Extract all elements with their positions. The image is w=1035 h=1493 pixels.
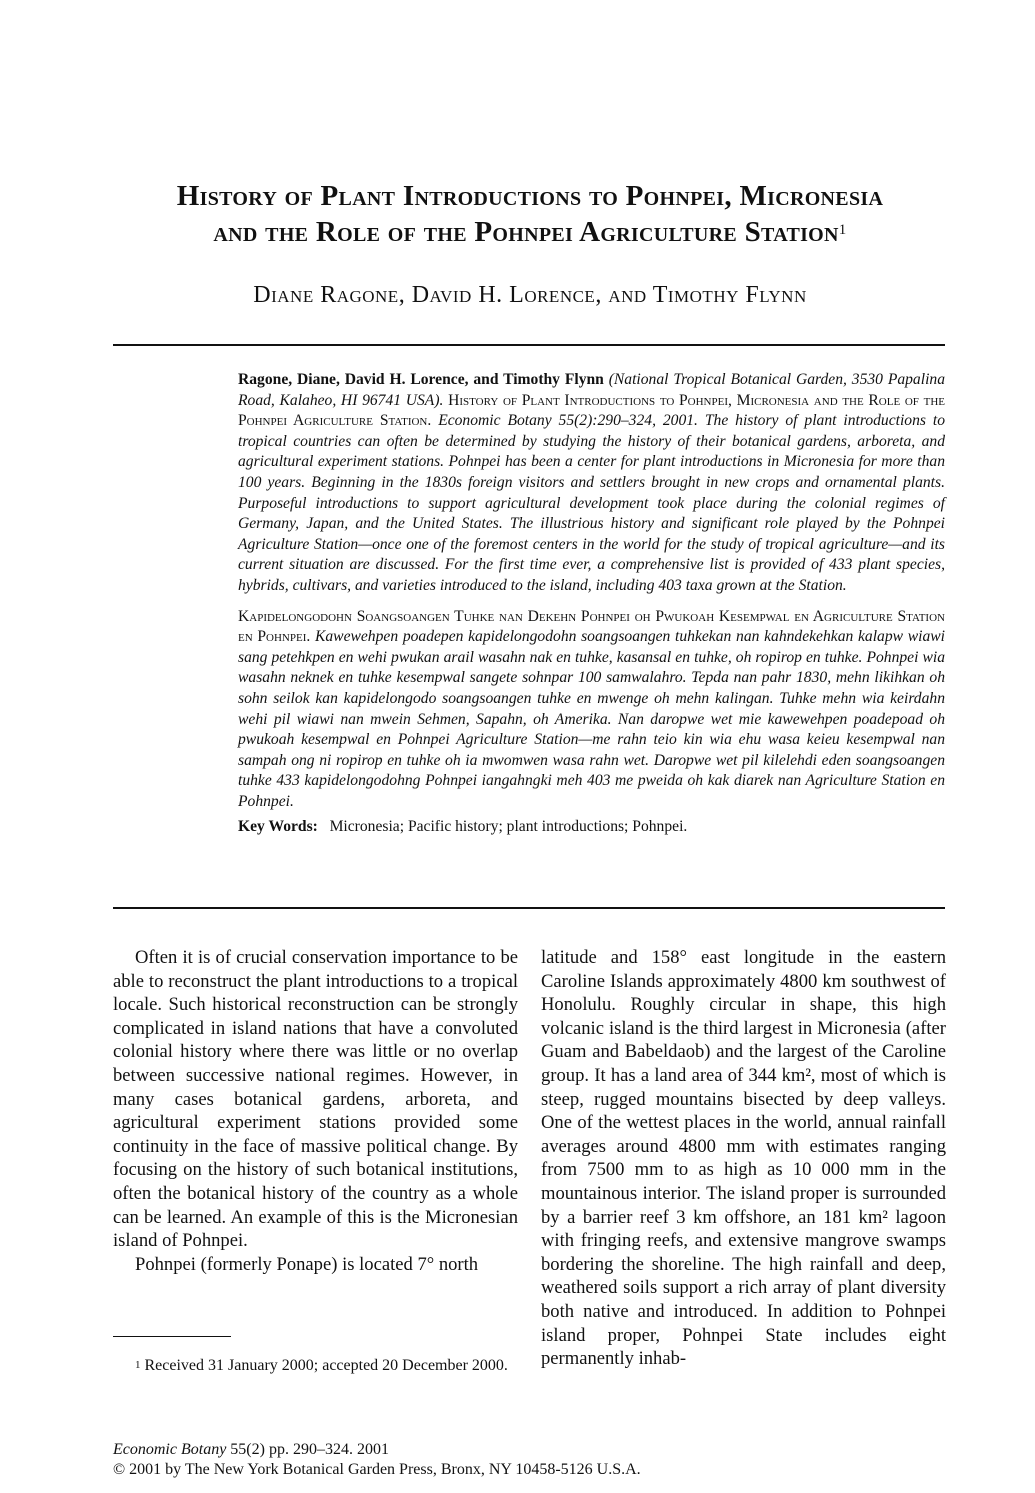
footnote-mark: 1 [838,222,847,238]
author-list: Diane Ragone, David H. Lorence, and Timothy Flynn [253,282,807,308]
bottom-divider [113,907,945,909]
abstract-pohnpeian: Kapidelongodohn Soangsoangen Tuhke nan Dekehn Pohnpei oh Pwukoah Kesempwal en Agriculture Station en Pohnpei. Kawewehpen poadepen kapidelongodohn soangsoangen tuhkekan nan kahndekehkan kalapw wiawi sang petehkpen en wehi pwukan arail wasahn nak en tuhke, kasansal en tuhke, oh ropirop en tuhke. Pohnpei wia wasahn neknek en tuhke kesempwal sangete sohnpar 100 samwalahro. Tepda nan pahr 1830, mehn likihkan oh sohn seilok kan kapidelongodo soangsoangen tuhke en mwenge oh mehn kalingan. Tuhke mehn wia keirdahn wehi pil wiawi nan mwein Sehmen, Sapahn, oh Amerika. Nan daropwe wet mie kawewehpen poadepoad oh pwukoah kesempwal en Pohnpei Agriculture Station—me rahn teio kin wia ehu wasa keieu kesempwal nan sampah ong ni ropirop en tuhke oh ia mwomwen wasa rahn wet. Daropwe wet pil kilelehdi eden soangsoangen tuhke 433 kapidelongodohng Pohnpei iangahngki meh 403 me pweida oh kak diarek nan Agriculture Station en Pohnpei. [238,607,945,810]
paper-title [100,178,960,250]
body-paragraph: latitude and 158° east longitude in the eastern Caroline Islands approximately 4800 km southwest of Honolulu. Roughly circular in shape, this high volcanic island is the third largest in Micronesia (after Guam and Babeldaob) and the largest of the Caroline group. It has a land area of 344 km², most of which is steep, rugged mountains bisected by deep valleys. One of the wettest places in the world, annual rainfall averages around 4800 mm with estimates ranging from 7500 mm to as high as 10 000 mm in the mountainous interior. The island proper is surrounded by a barrier reef 3 km offshore, an 181 km² lagoon with fringing reefs, and extensive mangrove swamps bordering the shoreline. The high rainfall and deep, weathered soils support a rich array of plant diversity both native and introduced. In addition to Pohnpei island proper, Pohnpei State includes eight permanently inhab- [541,947,946,1370]
body-paragraph: Pohnpei (formerly Ponape) is located 7° north [135,1253,479,1275]
page-footer: Economic Botany 55(2) pp. 290–324. 2001 © 2001 by The New York Botanical Garden Press, Bronx, NY 10458-5126 U.S.A. [113,1441,641,1478]
keywords: Key Words: Micronesia; Pacific history; plant introductions; Pohnpei. [238,818,688,836]
title-line-1: History of Plant Introductions to Pohnpei, Micronesia [176,180,884,212]
abstract [238,370,945,838]
body-column-left [113,946,518,1276]
body-column-right [541,946,946,1371]
title-line-2: and the Role of the Pohnpei Agriculture Station$^1$ [213,216,847,248]
footnote: $^1$ Received 31 January 2000; accepted 20 December 2000. [135,1357,508,1374]
top-divider [113,344,945,346]
abstract-english: Ragone, Diane, David H. Lorence, and Timothy Flynn (National Tropical Botanical Garden, 3530 Papalina Road, Kalaheo, HI 96741 USA). History of Plant Introductions to Pohnpei, Micronesia and the Role of the Pohnpei Agriculture Station. Economic Botany 55(2):290–324, 2001. The history of plant introductions to tropical countries can often be determined by studying the history of their botanical gardens, arboreta, and agricultural experiment stations. Pohnpei has been a center for plant introductions in Micronesia for more than 100 years. Beginning in the 1830s foreign visitors and settlers brought in new crops and ornamental plants. Purposeful introductions to support agricultural development took place during the colonial regimes of Germany, Japan, and the United States. The illustrious history and significant role played by the Pohnpei Agriculture Station—once one of the foremost centers in the world for the study of tropical agriculture—and its current situation are discussed. For the first time ever, a comprehensive list is provided of 433 plant species, hybrids, cultivars, and varieties introduced to the island, including 403 taxa grown at the Station. [238,371,945,594]
footnote-divider [113,1336,231,1337]
body-paragraph: Often it is of crucial conservation importance to be able to reconstruct the plant introductions to a tropical locale. Such historical reconstruction can be strongly complicated in island nations that have a convoluted colonial history where there was little or no overlap between successive national regimes. However, in many cases botanical gardens, arboreta, and agricultural experiment stations provided some continuity in the face of massive political change. By focusing on the history of such botanical institutions, often the botanical history of the country as a whole can be learned. An example of this is the Micronesian island of Pohnpei. [113,947,518,1252]
